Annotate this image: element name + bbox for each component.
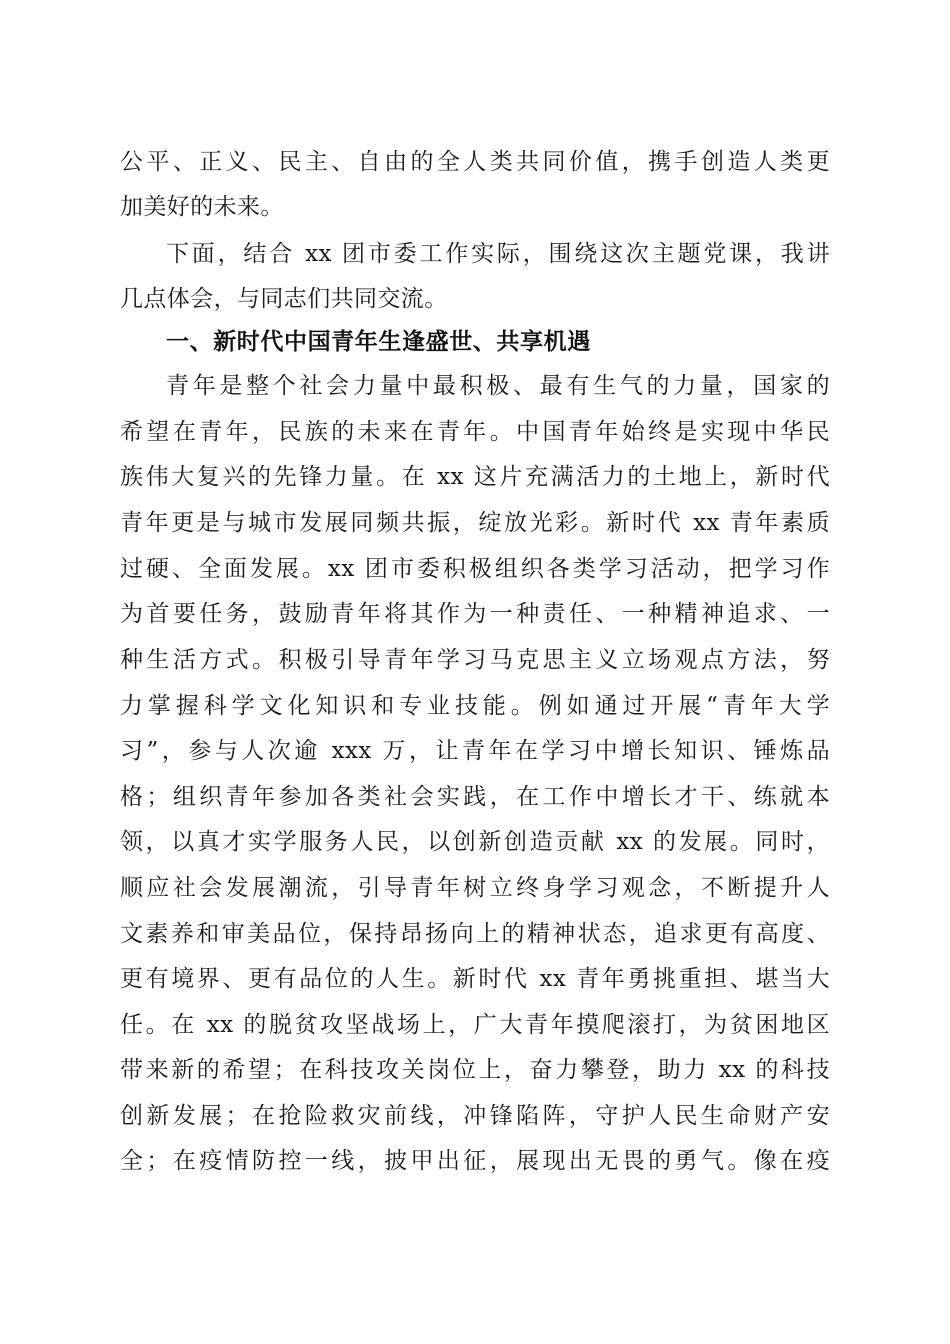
body-line: 带来新的希望；在科技攻关岗位上，奋力攀登，助力 xx 的科技 [120, 1057, 830, 1083]
body-line: 种生活方式。积极引导青年学习马克思主义立场观点方法，努 [120, 647, 830, 673]
body-line: 全；在疫情防控一线，披甲出征，展现出无畏的勇气。像在疫 [120, 1148, 830, 1174]
body-line: 族伟大复兴的先锋力量。在 xx 这片充满活力的土地上，新时代 [120, 464, 830, 490]
body-line: 过硬、全面发展。xx 团市委积极组织各类学习活动，把学习作 [120, 556, 830, 582]
body-line: 习”，参与人次逾 xxx 万，让青年在学习中增长知识、锤炼品 [120, 738, 830, 764]
body-line: 顺应社会发展潮流，引导青年树立终身学习观念，不断提升人 [120, 875, 830, 901]
transition-line-1: 下面，结合 xx 团市委工作实际，围绕这次主题党课，我讲 [166, 241, 830, 267]
body-line: 创新发展；在抢险救灾前线，冲锋陷阵，守护人民生命财产安 [120, 1103, 830, 1129]
body-line: 领，以真才实学服务人民，以创新创造贡献 xx 的发展。同时， [120, 829, 830, 855]
body-line: 青年更是与城市发展同频共振，绽放光彩。新时代 xx 青年素质 [120, 510, 830, 536]
body-line: 任。在 xx 的脱贫攻坚战场上，广大青年摸爬滚打，为贫困地区 [120, 1012, 830, 1038]
body-line: 更有境界、更有品位的人生。新时代 xx 青年勇挑重担、堪当大 [120, 966, 830, 992]
body-line: 希望在青年，民族的未来在青年。中国青年始终是实现中华民 [120, 419, 830, 445]
transition-line-2: 几点体会，与同志们共同交流。 [120, 286, 448, 312]
intro-line-2: 加美好的未来。 [120, 194, 284, 220]
body-line: 青年是整个社会力量中最积极、最有生气的力量，国家的 [166, 373, 830, 399]
section-heading: 一、新时代中国青年生逢盛世、共享机遇 [166, 329, 591, 355]
body-line: 格；组织青年参加各类社会实践，在工作中增长才干、练就本 [120, 784, 830, 810]
body-line: 力掌握科学文化知识和专业技能。例如通过开展“青年大学 [120, 693, 830, 719]
body-line: 为首要任务，鼓励青年将其作为一种责任、一种精神追求、一 [120, 601, 830, 627]
body-line: 文素养和审美品位，保持昂扬向上的精神状态，追求更有高度、 [120, 921, 830, 947]
intro-line-1: 公平、正义、民主、自由的全人类共同价值，携手创造人类更 [120, 149, 830, 175]
